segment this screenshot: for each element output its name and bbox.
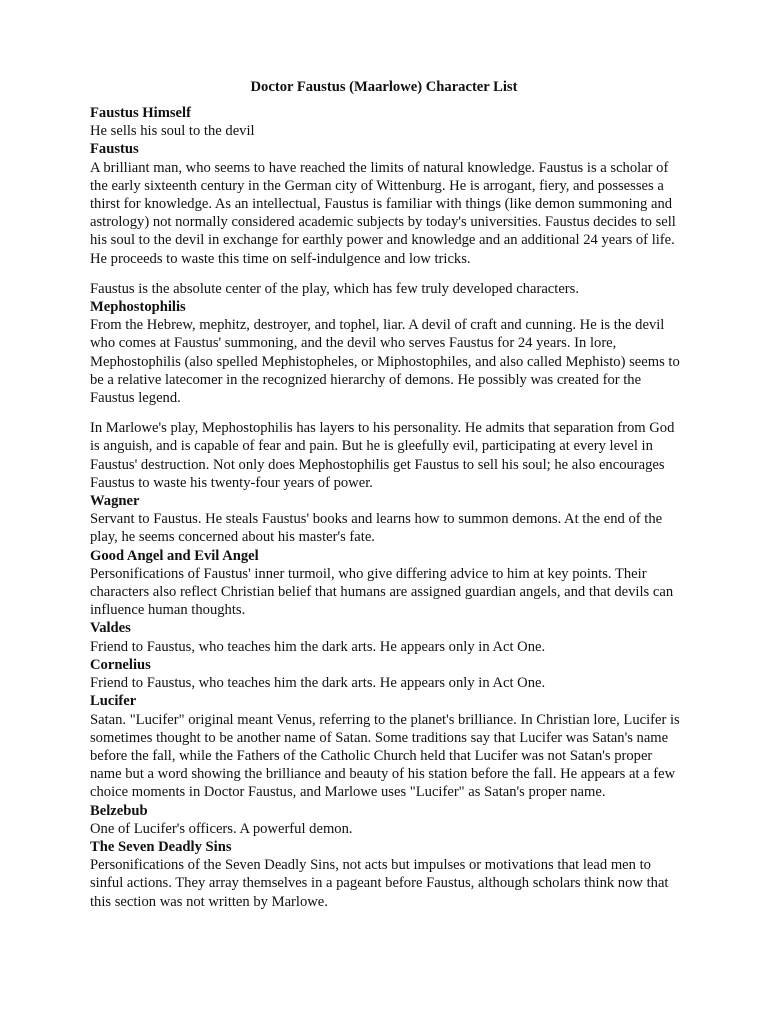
section-belzebub: [90, 802, 680, 838]
section-heading: The Seven Deadly Sins: [90, 838, 232, 855]
section-faustus: [90, 140, 680, 298]
section-heading: Lucifer: [90, 693, 137, 710]
section-heading: Wagner: [90, 493, 140, 510]
paragraph-gap: [90, 268, 680, 280]
section-paragraph: He sells his soul to the devil: [90, 123, 255, 140]
section-valdes: [90, 619, 680, 655]
section-lucifer: [90, 692, 680, 801]
section-paragraph: In Marlowe's play, Mephostophilis has layers to his personality. He admits that separation from God is anguish, and is capable of fear and pain. But he is gleefully evil, participating at every level in Faustus' destruction. Not only does Mephostophilis get Faustus to sell his soul; he also encourages Faustus to waste his twenty-four years of power.: [90, 420, 675, 491]
paragraph-gap: [90, 407, 680, 419]
section-mephostophilis: [90, 298, 680, 492]
section-paragraph: Servant to Faustus. He steals Faustus' books and learns how to summon demons. At the end of the play, he seems concerned about his master's fate.: [90, 511, 663, 546]
section-paragraph: One of Lucifer's officers. A powerful demon.: [90, 820, 353, 837]
section-heading: Good Angel and Evil Angel: [90, 547, 259, 564]
section-paragraph: Personifications of Faustus' inner turmoil, who give differing advice to him at key points. Their characters also reflect Christian belief that humans are assigned guardian angels, and that devils can influence human thoughts.: [90, 565, 674, 619]
section-heading: Faustus Himself: [90, 105, 191, 121]
section-cornelius: [90, 656, 680, 692]
section-paragraph: A brilliant man, who seems to have reached the limits of natural knowledge. Faustus is a scholar of the early sixteenth century in the German city of Wittenburg. He is arrogant, fiery, and possesses a thirst for knowledge. As an intellectual, Faustus is familiar with things (like demon summoning and astrology) not normally considered academic subjects by today's universities. Faustus decides to sell his soul to the devil in exchange for earthly power and knowledge and an additional 24 years of life. He proceeds to waste this time on self-indulgence and low tricks.: [90, 159, 676, 267]
section-heading: Cornelius: [90, 656, 151, 673]
section-paragraph: Satan. "Lucifer" original meant Venus, referring to the planet's brilliance. In Christian lore, Lucifer is sometimes thought to be another name of Satan. Some traditions say that Lucifer was Satan's name before the fall, while the Fathers of the Catholic Church held that Lucifer was not Satan's proper name but a word showing the brilliance and beauty of his station before the fall. He appears at a few choice moments in Doctor Faustus, and Marlowe uses "Lucifer" as Satan's proper name.: [90, 711, 680, 801]
section-faustus-himself: [90, 104, 680, 140]
section-good-evil-angel: [90, 547, 680, 620]
section-heading: Faustus: [90, 141, 139, 158]
section-seven-deadly-sins: [90, 838, 680, 911]
section-paragraph: Faustus is the absolute center of the play, which has few truly developed characters.: [90, 280, 579, 297]
section-paragraph: From the Hebrew, mephitz, destroyer, and tophel, liar. A devil of craft and cunning. He is the devil who comes at Faustus' summoning, and the devil who serves Faustus for 24 years. In lore, Mephostophilis (also spelled Mephistopheles, or Miphostophiles, and also called Mephisto) seems to be a relative latecomer in the recognized hierarchy of demons. He possibly was created for the Faustus legend.: [90, 317, 680, 407]
section-heading: Valdes: [90, 620, 131, 637]
section-heading: Belzebub: [90, 802, 148, 819]
section-paragraph: Friend to Faustus, who teaches him the dark arts. He appears only in Act One.: [90, 675, 546, 692]
character-list: [90, 104, 680, 911]
document-title: Doctor Faustus (Maarlowe) Character List: [250, 79, 518, 95]
section-wagner: [90, 492, 680, 547]
section-paragraph: Friend to Faustus, who teaches him the dark arts. He appears only in Act One.: [90, 638, 546, 655]
section-heading: Mephostophilis: [90, 299, 186, 316]
section-paragraph: Personifications of the Seven Deadly Sins, not acts but impulses or motivations that lead men to sinful actions. They array themselves in a pageant before Faustus, although scholars think now that this section was not written by Marlowe.: [90, 857, 669, 910]
